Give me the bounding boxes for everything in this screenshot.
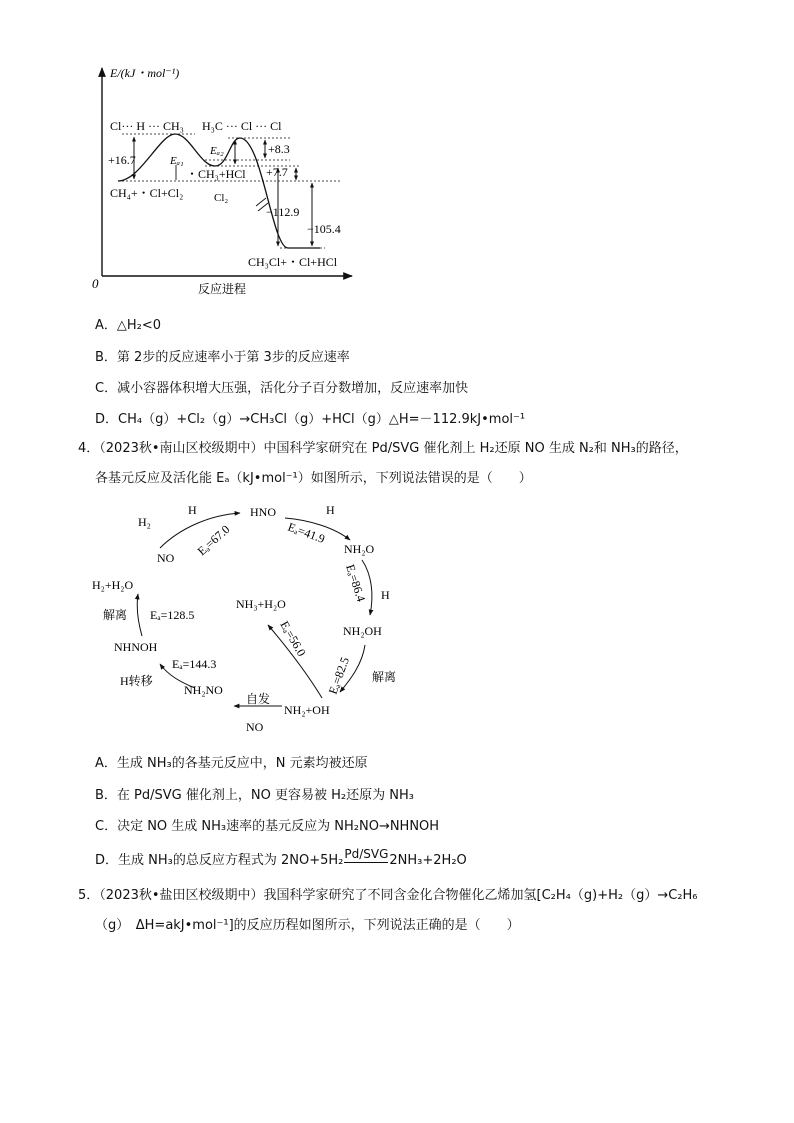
q4-option-d-prefix: D．生成 NH₃的总反应方程式为 2NO+5H₂ bbox=[95, 853, 344, 868]
ea-144-3-label: Eₐ=144.3 bbox=[172, 657, 217, 671]
nh2no-label: NH₂NO bbox=[184, 683, 223, 697]
h-right-label: H bbox=[326, 503, 335, 517]
q4-option-b: B．在 Pd/SVG 催化剂上，NO 更容易被 H₂还原为 NH₃ bbox=[95, 788, 414, 803]
no-bottom-label: NO bbox=[246, 720, 264, 734]
h-transfer-label: H转移 bbox=[120, 674, 153, 688]
energy-profile-diagram bbox=[0, 0, 794, 310]
nh2o-label: NH₂O bbox=[344, 542, 375, 556]
value-112-9: −112.9 bbox=[266, 205, 300, 219]
q4-option-d-catalyst: Pd/SVG bbox=[344, 847, 389, 861]
h-side-label: H bbox=[381, 588, 390, 602]
ea2-label: Eₐ₂ bbox=[210, 145, 224, 157]
ea1-label: Eₐ₁ bbox=[170, 155, 184, 167]
q4-stem-line1: 4．（2023秋•南山区校级期中）中国科学家研究在 Pd/SVG 催化剂上 H₂还原 NO 生成 N₂和 NH₃的路径， bbox=[78, 441, 688, 456]
value-8-3: +8.3 bbox=[268, 142, 290, 156]
q3-option-a: A．△H₂<0 bbox=[95, 318, 162, 333]
ea-67-label: Eₐ=67.0 bbox=[194, 522, 233, 559]
ea-82-5-label: Eₐ=82.5 bbox=[325, 655, 352, 697]
jieli-left-label: 解离 bbox=[103, 608, 128, 622]
ea-86-4-label: Eₐ=86.4 bbox=[343, 562, 369, 604]
cl2-label: Cl₂ bbox=[214, 192, 229, 204]
value-105-4: −105.4 bbox=[307, 222, 341, 236]
nh2-oh-label: NH₂+OH bbox=[284, 703, 330, 717]
intermediate-label: ・CH₃+HCl bbox=[186, 167, 246, 181]
nh3-h2o-label: NH₃+H₂O bbox=[236, 597, 286, 611]
h2-h2o-label: H₂+H₂O bbox=[92, 578, 134, 592]
q4-option-d-suffix: 2NH₃+2H₂O bbox=[389, 853, 467, 868]
value-7-7: +7.7 bbox=[266, 165, 288, 179]
q4-option-c: C．决定 NO 生成 NH₃速率的基元反应为 NH₂NO→NHNOH bbox=[95, 819, 440, 834]
q4-option-d-catalyst-group bbox=[343, 848, 389, 868]
no-left-label: NO bbox=[157, 551, 175, 565]
ts1-label: Cl··· H ··· CH₃ bbox=[110, 119, 184, 133]
q4-option-d bbox=[95, 848, 467, 868]
q4-option-a: A．生成 NH₃的各基元反应中，N 元素均被还原 bbox=[95, 756, 368, 771]
zifa-label: 自发 bbox=[246, 692, 271, 706]
q5-stem-line2: （g） ΔH=akJ•mol⁻¹]的反应历程如图所示，下列说法正确的是（ ） bbox=[95, 918, 520, 933]
q5-stem-line1: 5．（2023秋•盐田区校级期中）我国科学家研究了不同含金化合物催化乙烯加氢[C₂H₄（g)+H₂（g）→C₂H₆ bbox=[78, 888, 698, 903]
ea-128-5-label: Eₐ=128.5 bbox=[150, 608, 195, 622]
q3-option-b: B．第 2步的反应速率小于第 3步的反应速率 bbox=[95, 350, 350, 365]
x-axis-label: 反应进程 bbox=[198, 282, 247, 296]
ea-56-label: Eₐ=56.0 bbox=[277, 618, 309, 659]
h2-label: H₂ bbox=[138, 515, 151, 529]
value-16-7: +16.7 bbox=[108, 153, 136, 167]
ts2-label: H₃C ··· Cl ··· Cl bbox=[202, 119, 282, 133]
origin-label: 0 bbox=[92, 276, 99, 291]
ea-41-9-label: Eₐ=41.9 bbox=[285, 519, 327, 546]
jieli-right-label: 解离 bbox=[372, 670, 397, 684]
q3-option-d: D．CH₄（g）+Cl₂（g）→CH₃Cl（g）+HCl（g）△H=－112.9kJ•mol⁻¹ bbox=[95, 412, 526, 427]
reactant-label: CH₄+・Cl+Cl₂ bbox=[110, 186, 184, 200]
reaction-cycle-diagram bbox=[0, 495, 794, 740]
y-axis-label: E/(kJ・mol⁻¹) bbox=[110, 66, 180, 80]
hno-label: HNO bbox=[250, 505, 276, 519]
h-top-label: H bbox=[188, 503, 197, 517]
q3-option-c: C．减小容器体积增大压强，活化分子百分数增加，反应速率加快 bbox=[95, 381, 469, 396]
nh2oh-label: NH₂OH bbox=[343, 624, 382, 638]
q4-stem-line2: 各基元反应及活化能 Eₐ（kJ•mol⁻¹）如图所示，下列说法错误的是（ ） bbox=[95, 471, 532, 486]
product-label: CH₃Cl+・Cl+HCl bbox=[248, 255, 338, 269]
nhnoh-label: NHNOH bbox=[114, 640, 158, 654]
